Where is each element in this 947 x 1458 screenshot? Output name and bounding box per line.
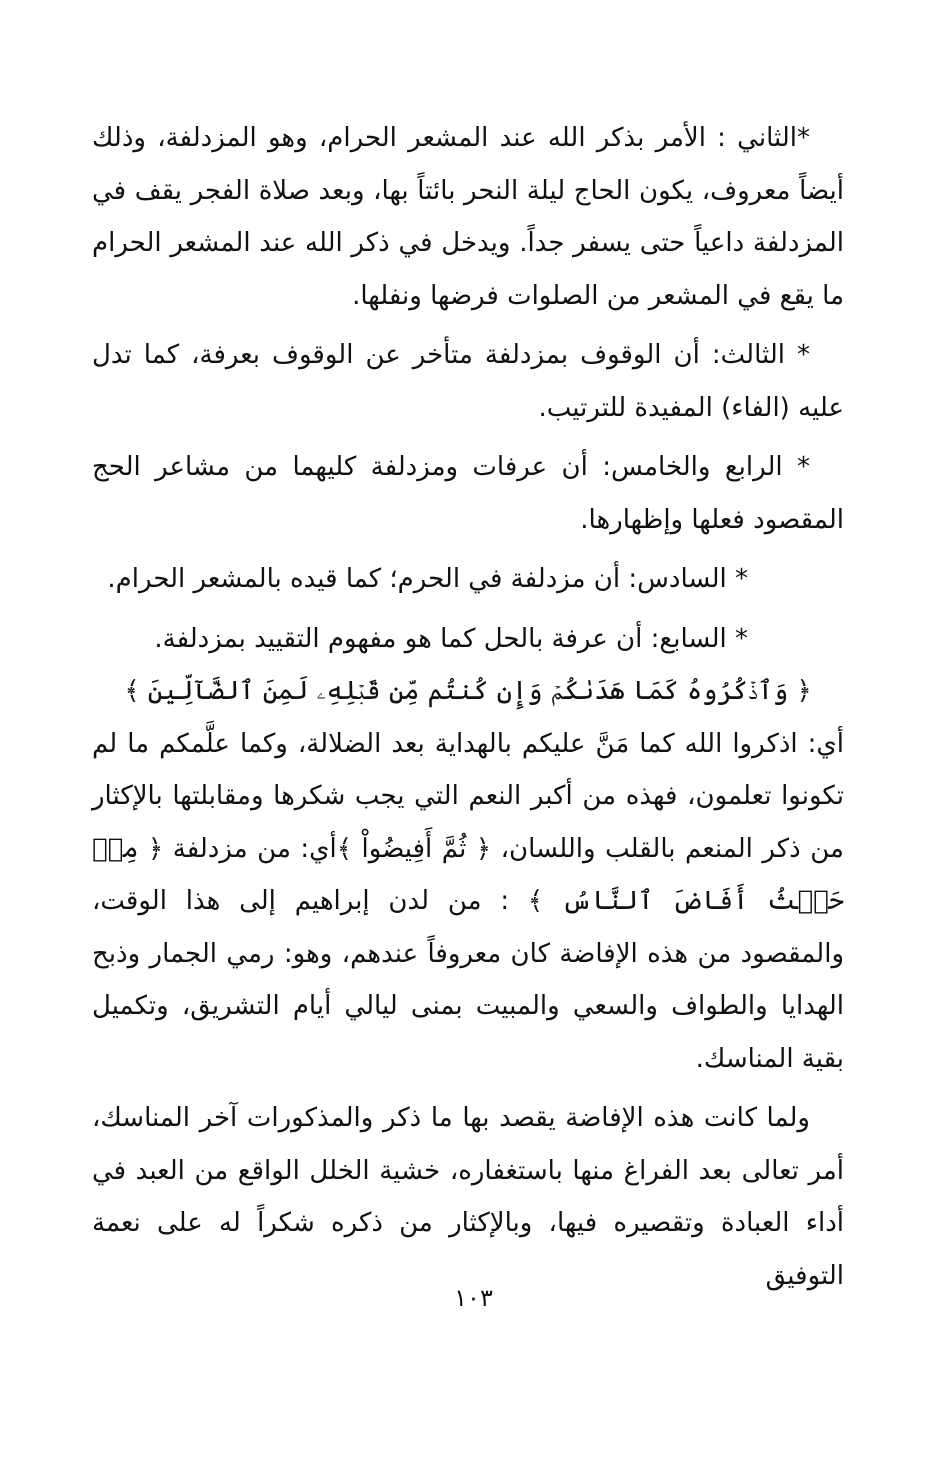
- paragraph-second-point: *الثاني : الأمر بذكر الله عند المشعر الحرام، وهو المزدلفة، وذلك أيضاً معروف، يكون الحاج ليلة النحر بائتاً بها، وبعد صلاة الفجر يقف في المزدلفة داعياً حتى يسفر جداً. ويدخل في ذكر الله عند المشعر الحرام ما يقع في المشعر من الصلوات فرضها ونفلها.: [92, 123, 844, 311]
- tafsir-text-part-2: أي: من مزدلفة: [163, 833, 337, 864]
- paragraph-istighfar: ولما كانت هذه الإفاضة يقصد بها ما ذكر والمذكورات آخر المناسك، أمر تعالى بعد الفراغ منها باستغفاره، خشية الخلل الواقع من العبد في أداء العبادة وتقصيره فيها، وبالإكثار من ذكره شكراً له على نعمة التوفيق: [92, 1103, 844, 1291]
- book-page-body: [92, 112, 845, 1291]
- quran-quote-afeedu: ﴿ ثُمَّ أَفِيضُواْ ﴾: [336, 833, 492, 864]
- paragraph-seventh-point: * السابع: أن عرفة بالحل كما هو مفهوم التقييد بمزدلفة.: [154, 623, 748, 654]
- paragraph-fourth-fifth-point: * الرابع والخامس: أن عرفات ومزدلفة كليهما من مشاعر الحج المقصود فعلها وإظهارها.: [92, 452, 844, 535]
- tafsir-paragraph: [92, 718, 844, 1086]
- quran-quote-haythu: ﴿ مِنۡ حَيۡثُ أَفَاضَ ٱلنَّاسُ ﴾: [92, 833, 845, 916]
- page-number: ١٠٣: [454, 1284, 493, 1312]
- paragraph-third-point: * الثالث: أن الوقوف بمزدلفة متأخر عن الوقوف بعرفة، كما تدل عليه (الفاء) المفيدة للترتيب.: [92, 340, 844, 423]
- quran-verse: ﴿ وَٱذۡكُرُوهُ كَمَا هَدَىٰكُمۡ وَإِن كُنتُم مِّن قَبۡلِهِۦ لَمِنَ ٱلضَّآلِّينَ ﴾: [124, 676, 812, 706]
- tafsir-text-part-1: أي: اذكروا الله كما مَنَّ عليكم بالهداية بعد الضلالة، وكما علَّمكم ما لم تكونوا تعلمون، فهذه من أكبر النعم التي يجب شكرها ومقابلتها بالإكثار من ذكر المنعم بالقلب واللسان،: [92, 728, 844, 864]
- tafsir-text-part-3: : من لدن إبراهيم إلى هذا الوقت، والمقصود من هذه الإفاضة كان معروفاً عندهم، وهو: رمي الجمار وذبح الهدايا والطواف والسعي والمبيت بمنى ليالي أيام التشريق، وتكميل بقية المناسك.: [92, 886, 844, 1074]
- paragraph-sixth-point: * السادس: أن مزدلفة في الحرم؛ كما قيده بالمشعر الحرام.: [107, 564, 748, 594]
